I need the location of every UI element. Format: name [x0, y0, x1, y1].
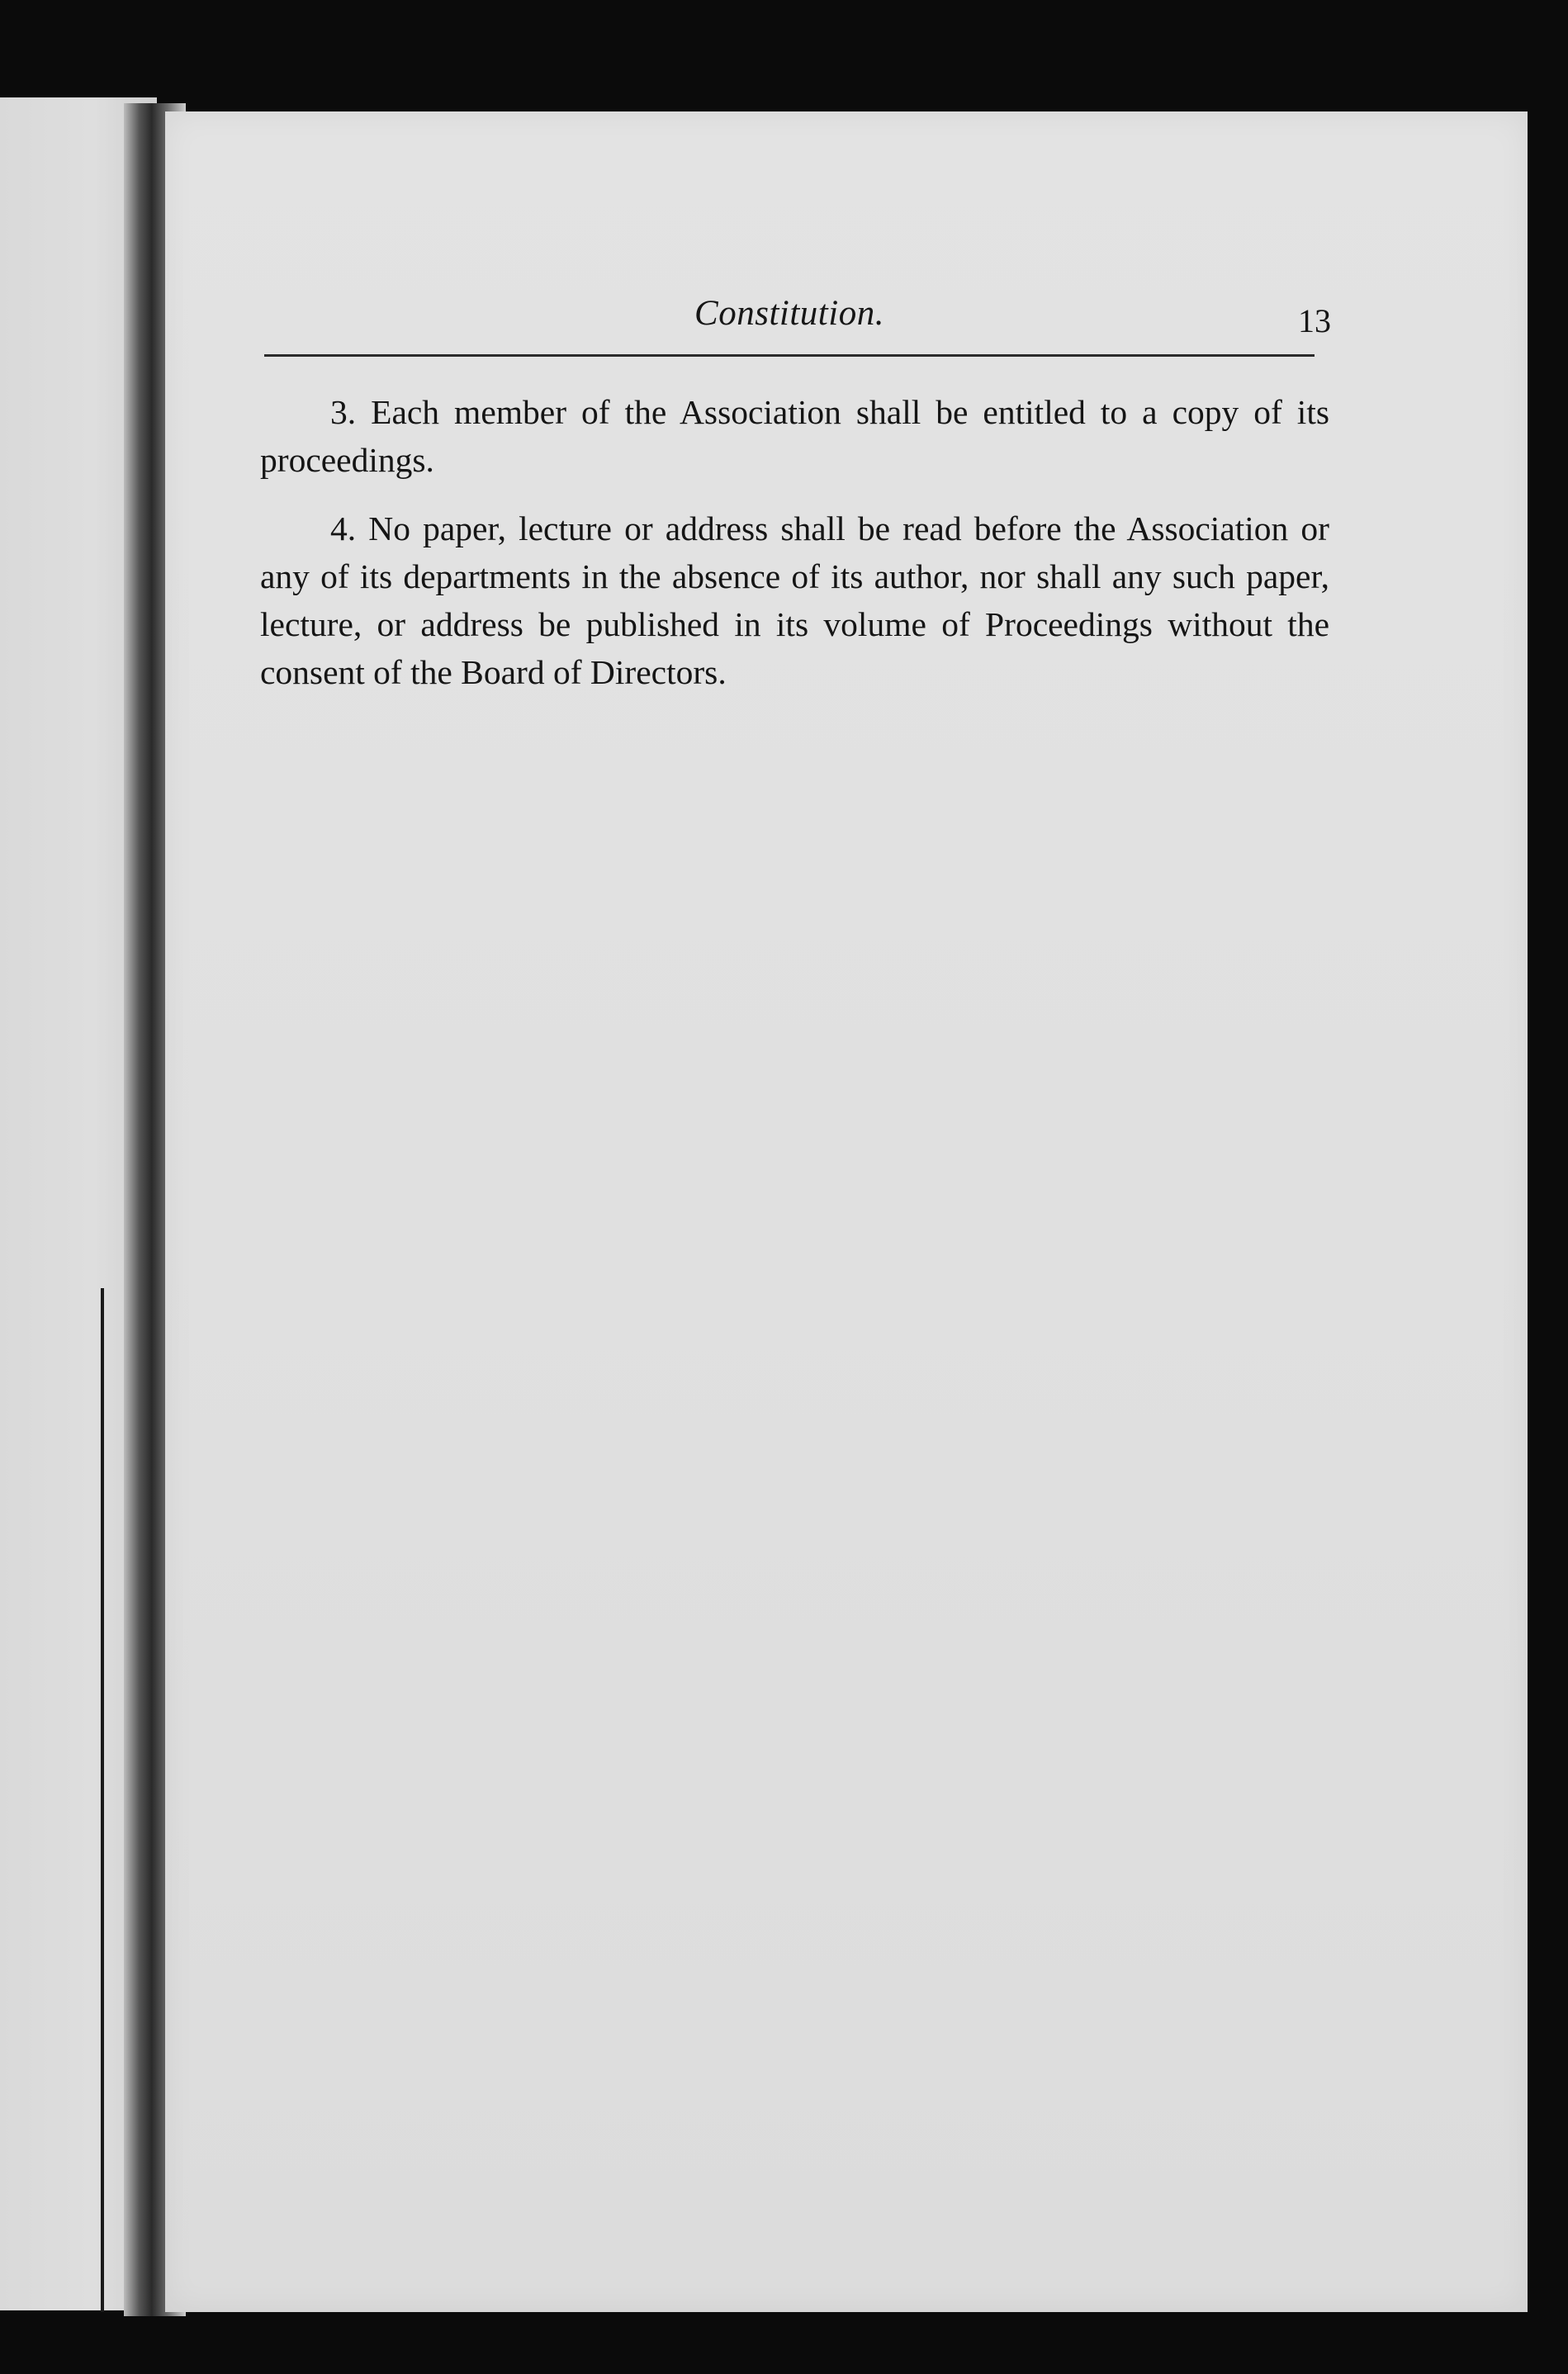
page-header: [264, 293, 1331, 359]
paragraph-section-4: 4. No paper, lecture or address shall be read before the Association or any of its departments in the absence of its author, nor shall any such paper, lecture, or address be published in its volume of Proceedings without the consent of the Board of Directors.: [260, 509, 1329, 691]
header-rule: [264, 354, 1315, 357]
page-number: 13: [1298, 302, 1331, 339]
body-text: [260, 388, 1329, 717]
paragraph-section-3: 3. Each member of the Association shall be entitled to a copy of its proceedings.: [260, 393, 1329, 479]
gutter-line: [101, 1288, 104, 2312]
running-title: Constitution.: [694, 294, 884, 333]
